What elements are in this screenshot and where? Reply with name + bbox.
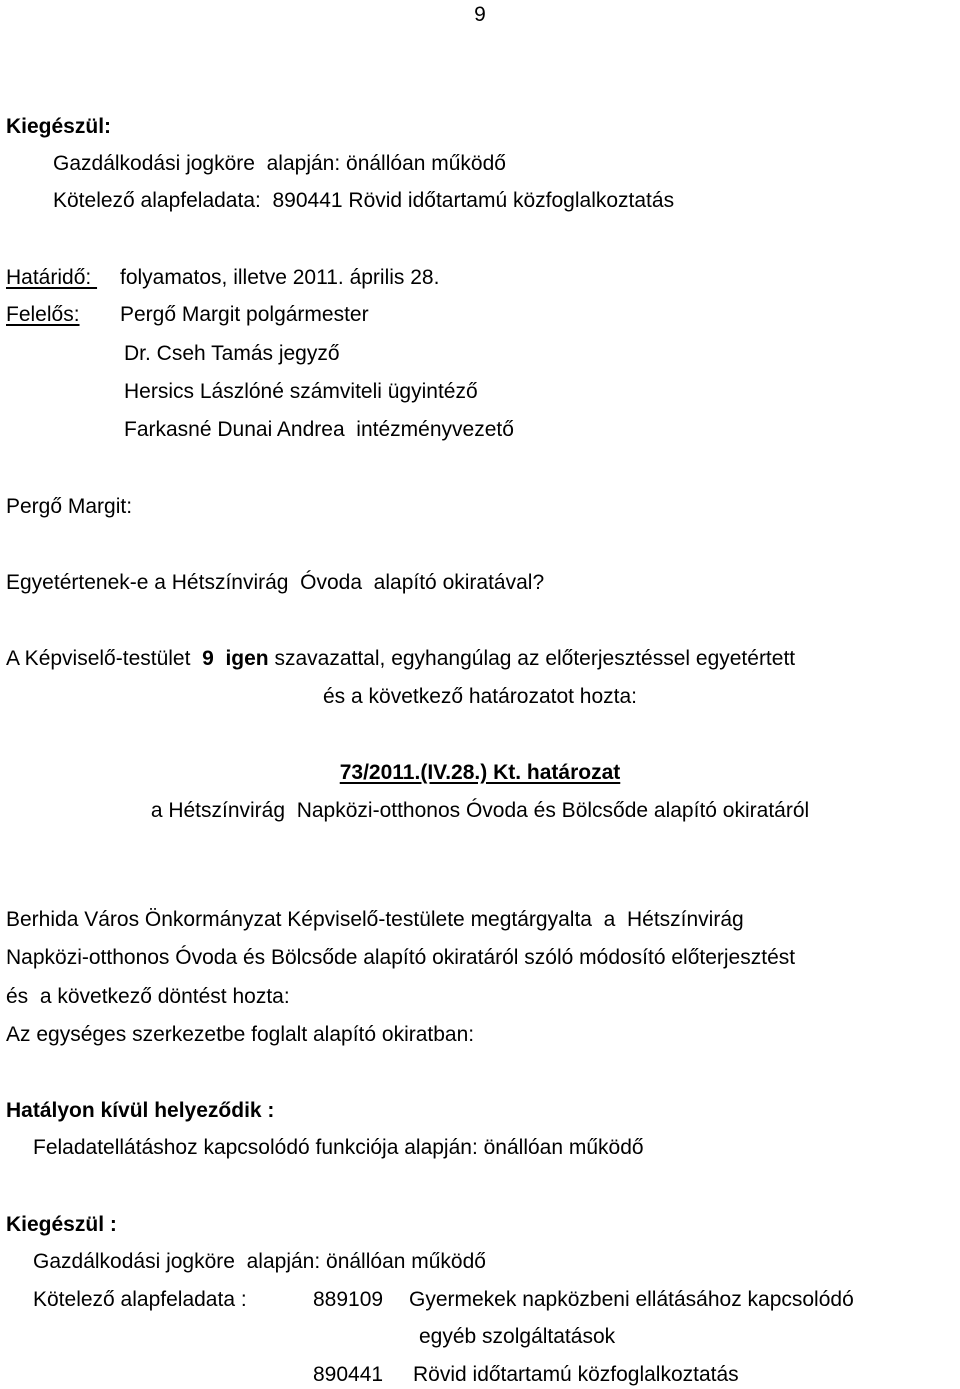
body-line: és a következő döntést hozta: [6,985,290,1008]
resolution-subject: a Hétszínvirág Napközi-otthonos Óvoda és Bölcsőde alapító okiratáról [150,799,810,822]
gazdalkodasi-jogkore-2: Gazdálkodási jogköre alapján: önállóan működő [33,1250,486,1273]
felelos-person: Pergő Margit polgármester [120,303,369,326]
hatarido-value: folyamatos, illetve 2011. április 28. [120,266,440,289]
resolution-number-text: 73/2011.(IV.28.) Kt. határozat [339,761,621,784]
felelos-person: Hersics Lászlóné számviteli ügyintéző [124,380,478,403]
vote-result [6,648,795,669]
kotelezo-label-2: Kötelező alapfeladata : [33,1288,247,1311]
kotelezo-alapfeladata: Kötelező alapfeladata: 890441 Rövid időtartamú közfoglalkoztatás [53,189,675,212]
body-line: Napközi-otthonos Óvoda és Bölcsőde alapító okiratáról szóló módosító előterjesztést [6,946,796,969]
hatalyon-heading: Hatályon kívül helyeződik : [6,1099,275,1122]
vote-count: 9 [202,647,214,670]
gazdalkodasi-jogkore: Gazdálkodási jogköre alapján: önállóan működő [53,152,506,175]
question: Egyetértenek-e a Hétszínvirág Óvoda alapító okiratával? [6,571,545,594]
feladat-code: 890441 [313,1363,384,1386]
feladat-text: Gyermekek napközbeni ellátásához kapcsolódó [409,1288,854,1311]
feladat-text-cont: egyéb szolgáltatások [419,1325,616,1348]
vote-result-line2: és a következő határozatot hozta: [322,685,638,708]
hatalyon-text: Feladatellátáshoz kapcsolódó funkciója alapján: önállóan működő [33,1136,644,1159]
felelos-person: Dr. Cseh Tamás jegyző [124,342,340,365]
feladat-code: 889109 [313,1288,384,1311]
kiegeszul2-heading: Kiegészül : [6,1213,117,1236]
body-line: Berhida Város Önkormányzat Képviselő-testülete megtárgyalta a Hétszínvirág [6,908,744,931]
felelos-label: Felelős: [6,303,80,326]
vote-post: szavazattal, egyhangúlag az előterjesztéssel egyetértett [268,647,796,670]
vote-igen: igen [225,647,269,670]
kiegeszul-heading: Kiegészül: [6,115,112,138]
resolution-number [0,762,960,783]
hatarido-label: Határidő: [6,266,98,289]
feladat-text: Rövid időtartamú közfoglalkoztatás [413,1363,739,1386]
vote-pre: A Képviselő-testület [6,647,203,670]
speaker-name: Pergő Margit: [6,495,133,518]
felelos-person: Farkasné Dunai Andrea intézményvezető [124,418,514,441]
page-number: 9 [474,3,486,26]
body-line: Az egységes szerkezetbe foglalt alapító okiratban: [6,1023,475,1046]
